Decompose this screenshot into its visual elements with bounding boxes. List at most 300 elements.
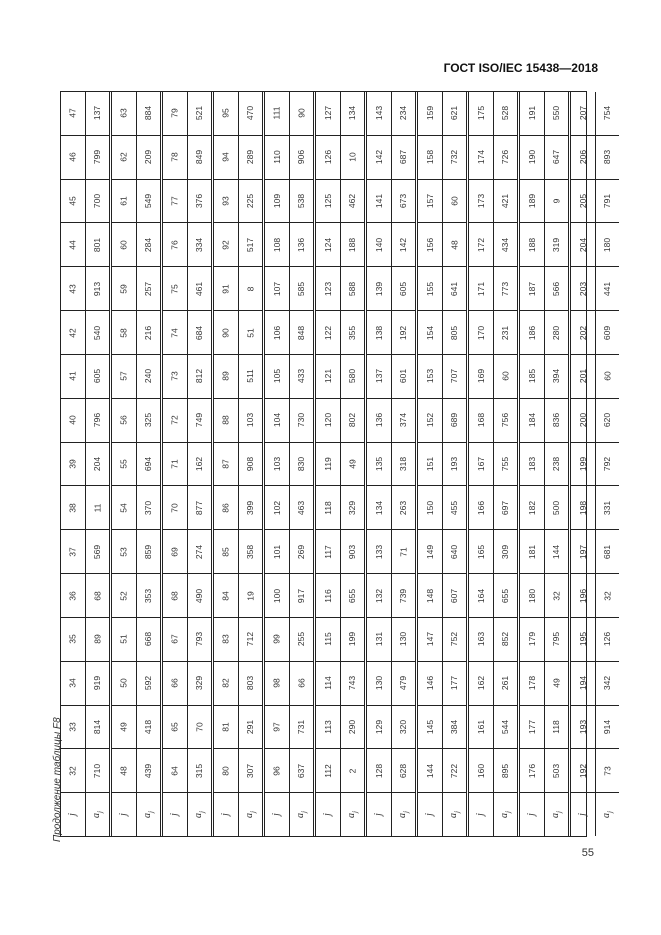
- table-group: [568, 92, 619, 836]
- table-cell: 11: [86, 486, 110, 530]
- table-cell: 605: [86, 355, 110, 399]
- table-cell: 538: [290, 180, 314, 224]
- table-cell: 580: [341, 355, 365, 399]
- table-cell: 908: [239, 443, 263, 487]
- table-cell: 69: [163, 530, 187, 574]
- table-cell: 193: [443, 443, 467, 487]
- label-aj: $a_j$: [396, 811, 410, 819]
- table-cell: 188: [341, 223, 365, 267]
- table-cell: 164: [469, 574, 493, 618]
- table-cell: 566: [545, 267, 569, 311]
- table-cell: 550: [545, 92, 569, 136]
- table-cell: 180: [520, 574, 544, 618]
- table-cell: 185: [520, 355, 544, 399]
- table-cell: 805: [443, 311, 467, 355]
- table-cell: 121: [316, 355, 340, 399]
- table-cell: 39: [61, 443, 85, 487]
- table-cell: 319: [545, 223, 569, 267]
- table-cell: 673: [392, 180, 416, 224]
- table-cell: 89: [214, 355, 238, 399]
- table-cell: 32: [61, 749, 85, 793]
- label-aj: $a_j$: [549, 811, 563, 819]
- table-cell: 150: [418, 486, 442, 530]
- table-cell: 517: [239, 223, 263, 267]
- table-cell: 141: [367, 180, 391, 224]
- table-cell: 172: [469, 223, 493, 267]
- table-cell: 171: [469, 267, 493, 311]
- table-cell: 118: [316, 486, 340, 530]
- table-cell: 95: [214, 92, 238, 136]
- table-cell: 206: [571, 136, 595, 180]
- table-cell: 115: [316, 618, 340, 662]
- table-cell: 110: [265, 136, 289, 180]
- table-cell: 137: [367, 355, 391, 399]
- table-cell: 216: [137, 311, 161, 355]
- column-aj: [442, 92, 467, 836]
- column-aj: [238, 92, 263, 836]
- table-cell: 57: [112, 355, 136, 399]
- table-group: [211, 92, 262, 836]
- table-cell: 91: [214, 267, 238, 311]
- table-cell: 42: [61, 311, 85, 355]
- table-cell: 399: [239, 486, 263, 530]
- table-cell: 130: [392, 618, 416, 662]
- table-cell: 621: [443, 92, 467, 136]
- table-cell: 913: [86, 267, 110, 311]
- table-cell: 549: [137, 180, 161, 224]
- table-cell: 104: [265, 399, 289, 443]
- table-cell: 455: [443, 486, 467, 530]
- table-cell: 158: [418, 136, 442, 180]
- table-cell: 10: [341, 136, 365, 180]
- table-cell: 605: [392, 267, 416, 311]
- table-cell: 126: [316, 136, 340, 180]
- table-cell: 80: [214, 749, 238, 793]
- table-cell: 60: [443, 180, 467, 224]
- table-cell: 914: [596, 706, 620, 750]
- table-cell: 205: [571, 180, 595, 224]
- table-cell: 54: [112, 486, 136, 530]
- table-cell: 707: [443, 355, 467, 399]
- table-cell: 78: [163, 136, 187, 180]
- table-cell: 503: [545, 749, 569, 793]
- table-cell: 184: [520, 399, 544, 443]
- table-cell: 44: [61, 223, 85, 267]
- table-cell: 43: [61, 267, 85, 311]
- table-cell: 137: [86, 92, 110, 136]
- table-cell: 655: [341, 574, 365, 618]
- table-cell: 120: [316, 399, 340, 443]
- table-cell: 36: [61, 574, 85, 618]
- table-cell: 895: [494, 749, 518, 793]
- table-cell: 181: [520, 530, 544, 574]
- table-cell: 149: [418, 530, 442, 574]
- table-cell: 500: [545, 486, 569, 530]
- table-cell: 77: [163, 180, 187, 224]
- table-cell: 255: [290, 618, 314, 662]
- column-aj: [187, 92, 212, 836]
- table-cell: 186: [520, 311, 544, 355]
- table-cell: 139: [367, 267, 391, 311]
- table-cell: 174: [469, 136, 493, 180]
- table-cell: 193: [571, 706, 595, 750]
- table-cell: 127: [316, 92, 340, 136]
- table-cell: 50: [112, 662, 136, 706]
- column-j: [469, 92, 493, 836]
- column-j: [316, 92, 340, 836]
- table-cell: 161: [469, 706, 493, 750]
- table-cell: 142: [392, 223, 416, 267]
- table-cell: 151: [418, 443, 442, 487]
- table-cell: 726: [494, 136, 518, 180]
- table-cell: 168: [469, 399, 493, 443]
- table-group: [313, 92, 364, 836]
- table-cell: 155: [418, 267, 442, 311]
- table-cell: 123: [316, 267, 340, 311]
- table-cell: 374: [392, 399, 416, 443]
- label-j: j: [322, 813, 334, 817]
- table-cell: 147: [418, 618, 442, 662]
- label-j: j: [271, 813, 283, 817]
- table-cell: 355: [341, 311, 365, 355]
- table-cell: 99: [265, 618, 289, 662]
- table-cell: 204: [86, 443, 110, 487]
- table-cell: 801: [86, 223, 110, 267]
- table-cell: 919: [86, 662, 110, 706]
- table-cell: 238: [545, 443, 569, 487]
- page-number: 55: [581, 847, 594, 859]
- column-aj: [544, 92, 569, 836]
- table-cell: 159: [418, 92, 442, 136]
- table-caption: Продолжение таблицы F8: [52, 717, 63, 842]
- table-cell: 67: [163, 618, 187, 662]
- table-cell: 143: [367, 92, 391, 136]
- table-cell: 157: [418, 180, 442, 224]
- table-cell: 116: [316, 574, 340, 618]
- table-cell: 32: [545, 574, 569, 618]
- column-j: [265, 92, 289, 836]
- table-cell: 307: [239, 749, 263, 793]
- table-cell: 199: [571, 443, 595, 487]
- table-cell: 170: [469, 311, 493, 355]
- table-cell: 162: [469, 662, 493, 706]
- table-cell: 521: [188, 92, 212, 136]
- table-cell: 697: [494, 486, 518, 530]
- table-cell: 376: [188, 180, 212, 224]
- label-aj: $a_j$: [90, 811, 104, 819]
- table-cell: 592: [137, 662, 161, 706]
- table-cell: 755: [494, 443, 518, 487]
- table-cell: 70: [188, 706, 212, 750]
- table-cell: 329: [188, 662, 212, 706]
- table-cell: 225: [239, 180, 263, 224]
- table-group: [415, 92, 466, 836]
- label-aj: $a_j$: [192, 811, 206, 819]
- table-cell: 60: [494, 355, 518, 399]
- table-cell: 136: [367, 399, 391, 443]
- table-cell: 192: [571, 749, 595, 793]
- table-cell: 138: [367, 311, 391, 355]
- table-cell: 48: [443, 223, 467, 267]
- table-cell: 84: [214, 574, 238, 618]
- table-cell: 441: [596, 267, 620, 311]
- table-cell: 59: [112, 267, 136, 311]
- table-cell: 51: [239, 311, 263, 355]
- table-cell: 94: [214, 136, 238, 180]
- table-cell: 334: [188, 223, 212, 267]
- table-cell: 76: [163, 223, 187, 267]
- table-cell: 609: [596, 311, 620, 355]
- table-cell: 681: [596, 530, 620, 574]
- table-cell: 528: [494, 92, 518, 136]
- table-cell: 194: [571, 662, 595, 706]
- table-cell: 203: [571, 267, 595, 311]
- table-cell: 585: [290, 267, 314, 311]
- table-group: [517, 92, 568, 836]
- table-cell: 97: [265, 706, 289, 750]
- label-j: j: [526, 813, 538, 817]
- table-cell: 117: [316, 530, 340, 574]
- table-cell: 325: [137, 399, 161, 443]
- table-cell: 490: [188, 574, 212, 618]
- table-cell: 209: [137, 136, 161, 180]
- table-cell: 55: [112, 443, 136, 487]
- table-cell: 263: [392, 486, 416, 530]
- table-cell: 92: [214, 223, 238, 267]
- table-cell: 188: [520, 223, 544, 267]
- table-cell: 234: [392, 92, 416, 136]
- table-cell: 103: [239, 399, 263, 443]
- table-cell: 163: [469, 618, 493, 662]
- table-cell: 607: [443, 574, 467, 618]
- table-cell: 195: [571, 618, 595, 662]
- table-cell: 101: [265, 530, 289, 574]
- table-cell: 802: [341, 399, 365, 443]
- table-cell: 119: [316, 443, 340, 487]
- table-cell: 291: [239, 706, 263, 750]
- table-cell: 58: [112, 311, 136, 355]
- table-cell: 320: [392, 706, 416, 750]
- table-cell: 722: [443, 749, 467, 793]
- table-cell: 64: [163, 749, 187, 793]
- table-cell: 131: [367, 618, 391, 662]
- column-j: [520, 92, 544, 836]
- table-cell: 167: [469, 443, 493, 487]
- table-cell: 34: [61, 662, 85, 706]
- table-cell: 628: [392, 749, 416, 793]
- table-cell: 71: [392, 530, 416, 574]
- table-cell: 830: [290, 443, 314, 487]
- table-cell: 793: [188, 618, 212, 662]
- table-cell: 470: [239, 92, 263, 136]
- label-aj: $a_j$: [498, 811, 512, 819]
- table-cell: 62: [112, 136, 136, 180]
- table-cell: 74: [163, 311, 187, 355]
- table-cell: 479: [392, 662, 416, 706]
- table-cell: 196: [571, 574, 595, 618]
- table-cell: 134: [367, 486, 391, 530]
- table-cell: 82: [214, 662, 238, 706]
- table-cell: 796: [86, 399, 110, 443]
- table-cell: 122: [316, 311, 340, 355]
- table-cell: 146: [418, 662, 442, 706]
- label-j: j: [220, 813, 232, 817]
- table-cell: 65: [163, 706, 187, 750]
- table-cell: 754: [596, 92, 620, 136]
- table-group: [61, 92, 109, 836]
- label-aj: $a_j$: [294, 811, 308, 819]
- label-aj: $a_j$: [600, 811, 614, 819]
- column-j: [418, 92, 442, 836]
- table-cell: 2: [341, 749, 365, 793]
- table-cell: 370: [137, 486, 161, 530]
- table-cell: 620: [596, 399, 620, 443]
- document-header: ГОСТ ISO/IEC 15438—2018: [443, 61, 598, 75]
- label-aj: $a_j$: [345, 811, 359, 819]
- table-cell: 70: [163, 486, 187, 530]
- table-cell: 86: [214, 486, 238, 530]
- table-cell: 49: [112, 706, 136, 750]
- table-cell: 32: [596, 574, 620, 618]
- column-aj: [85, 92, 110, 836]
- table-cell: 884: [137, 92, 161, 136]
- table-cell: 540: [86, 311, 110, 355]
- table-cell: 152: [418, 399, 442, 443]
- column-aj: [595, 92, 620, 836]
- table-cell: 52: [112, 574, 136, 618]
- table-cell: 154: [418, 311, 442, 355]
- table-cell: 38: [61, 486, 85, 530]
- column-aj: [340, 92, 365, 836]
- table-cell: 743: [341, 662, 365, 706]
- table-cell: 190: [520, 136, 544, 180]
- table-cell: 173: [469, 180, 493, 224]
- table-cell: 668: [137, 618, 161, 662]
- table-cell: 202: [571, 311, 595, 355]
- table-cell: 795: [545, 618, 569, 662]
- table-cell: 169: [469, 355, 493, 399]
- table-group: [160, 92, 211, 836]
- table-cell: 134: [341, 92, 365, 136]
- table-cell: 197: [571, 530, 595, 574]
- table-cell: 917: [290, 574, 314, 618]
- table-cell: 100: [265, 574, 289, 618]
- table-cell: 694: [137, 443, 161, 487]
- table-cell: 182: [520, 486, 544, 530]
- table-cell: 601: [392, 355, 416, 399]
- table-cell: 191: [520, 92, 544, 136]
- table-cell: 130: [367, 662, 391, 706]
- table-cell: 637: [290, 749, 314, 793]
- table-cell: 118: [545, 706, 569, 750]
- table-cell: 859: [137, 530, 161, 574]
- table-cell: 318: [392, 443, 416, 487]
- table-cell: 71: [163, 443, 187, 487]
- table-cell: 102: [265, 486, 289, 530]
- table-cell: 712: [239, 618, 263, 662]
- column-j: [163, 92, 187, 836]
- table-cell: 66: [290, 662, 314, 706]
- table-cell: 166: [469, 486, 493, 530]
- table-cell: 106: [265, 311, 289, 355]
- table-cell: 72: [163, 399, 187, 443]
- table-cell: 73: [596, 749, 620, 793]
- table-cell: 261: [494, 662, 518, 706]
- label-j: j: [373, 813, 385, 817]
- table-cell: 756: [494, 399, 518, 443]
- table-cell: 177: [443, 662, 467, 706]
- table-cell: 160: [469, 749, 493, 793]
- table-cell: 791: [596, 180, 620, 224]
- table-cell: 90: [214, 311, 238, 355]
- table-cell: 142: [367, 136, 391, 180]
- table-cell: 732: [443, 136, 467, 180]
- table-cell: 812: [188, 355, 212, 399]
- table-cell: 108: [265, 223, 289, 267]
- table-cell: 145: [418, 706, 442, 750]
- table-cell: 73: [163, 355, 187, 399]
- table-cell: 353: [137, 574, 161, 618]
- table-cell: 93: [214, 180, 238, 224]
- table-cell: 200: [571, 399, 595, 443]
- column-aj: [289, 92, 314, 836]
- table-cell: 107: [265, 267, 289, 311]
- table-cell: 792: [596, 443, 620, 487]
- table-cell: 136: [290, 223, 314, 267]
- table-cell: 63: [112, 92, 136, 136]
- table-cell: 903: [341, 530, 365, 574]
- table-cell: 201: [571, 355, 595, 399]
- table-cell: 66: [163, 662, 187, 706]
- table-cell: 126: [596, 618, 620, 662]
- table-cell: 68: [163, 574, 187, 618]
- table-cell: 87: [214, 443, 238, 487]
- table-cell: 434: [494, 223, 518, 267]
- table-cell: 207: [571, 92, 595, 136]
- table-cell: 192: [392, 311, 416, 355]
- table-cell: 836: [545, 399, 569, 443]
- table-cell: 40: [61, 399, 85, 443]
- table-cell: 49: [341, 443, 365, 487]
- table-cell: 125: [316, 180, 340, 224]
- table-cell: 83: [214, 618, 238, 662]
- table-cell: 274: [188, 530, 212, 574]
- table-cell: 128: [367, 749, 391, 793]
- table-cell: 329: [341, 486, 365, 530]
- label-j: j: [169, 813, 181, 817]
- table-cell: 687: [392, 136, 416, 180]
- table-cell: 433: [290, 355, 314, 399]
- table-cell: 730: [290, 399, 314, 443]
- column-j: [214, 92, 238, 836]
- table-cell: 183: [520, 443, 544, 487]
- table-cell: 61: [112, 180, 136, 224]
- table-cell: 240: [137, 355, 161, 399]
- table-cell: 33: [61, 706, 85, 750]
- table-cell: 198: [571, 486, 595, 530]
- table-cell: 739: [392, 574, 416, 618]
- table-cell: 640: [443, 530, 467, 574]
- table-cell: 8: [239, 267, 263, 311]
- table-cell: 48: [112, 749, 136, 793]
- table-cell: 852: [494, 618, 518, 662]
- table-cell: 179: [520, 618, 544, 662]
- table-cell: 79: [163, 92, 187, 136]
- table-cell: 187: [520, 267, 544, 311]
- label-j: j: [67, 813, 79, 817]
- table-cell: 114: [316, 662, 340, 706]
- table-cell: 85: [214, 530, 238, 574]
